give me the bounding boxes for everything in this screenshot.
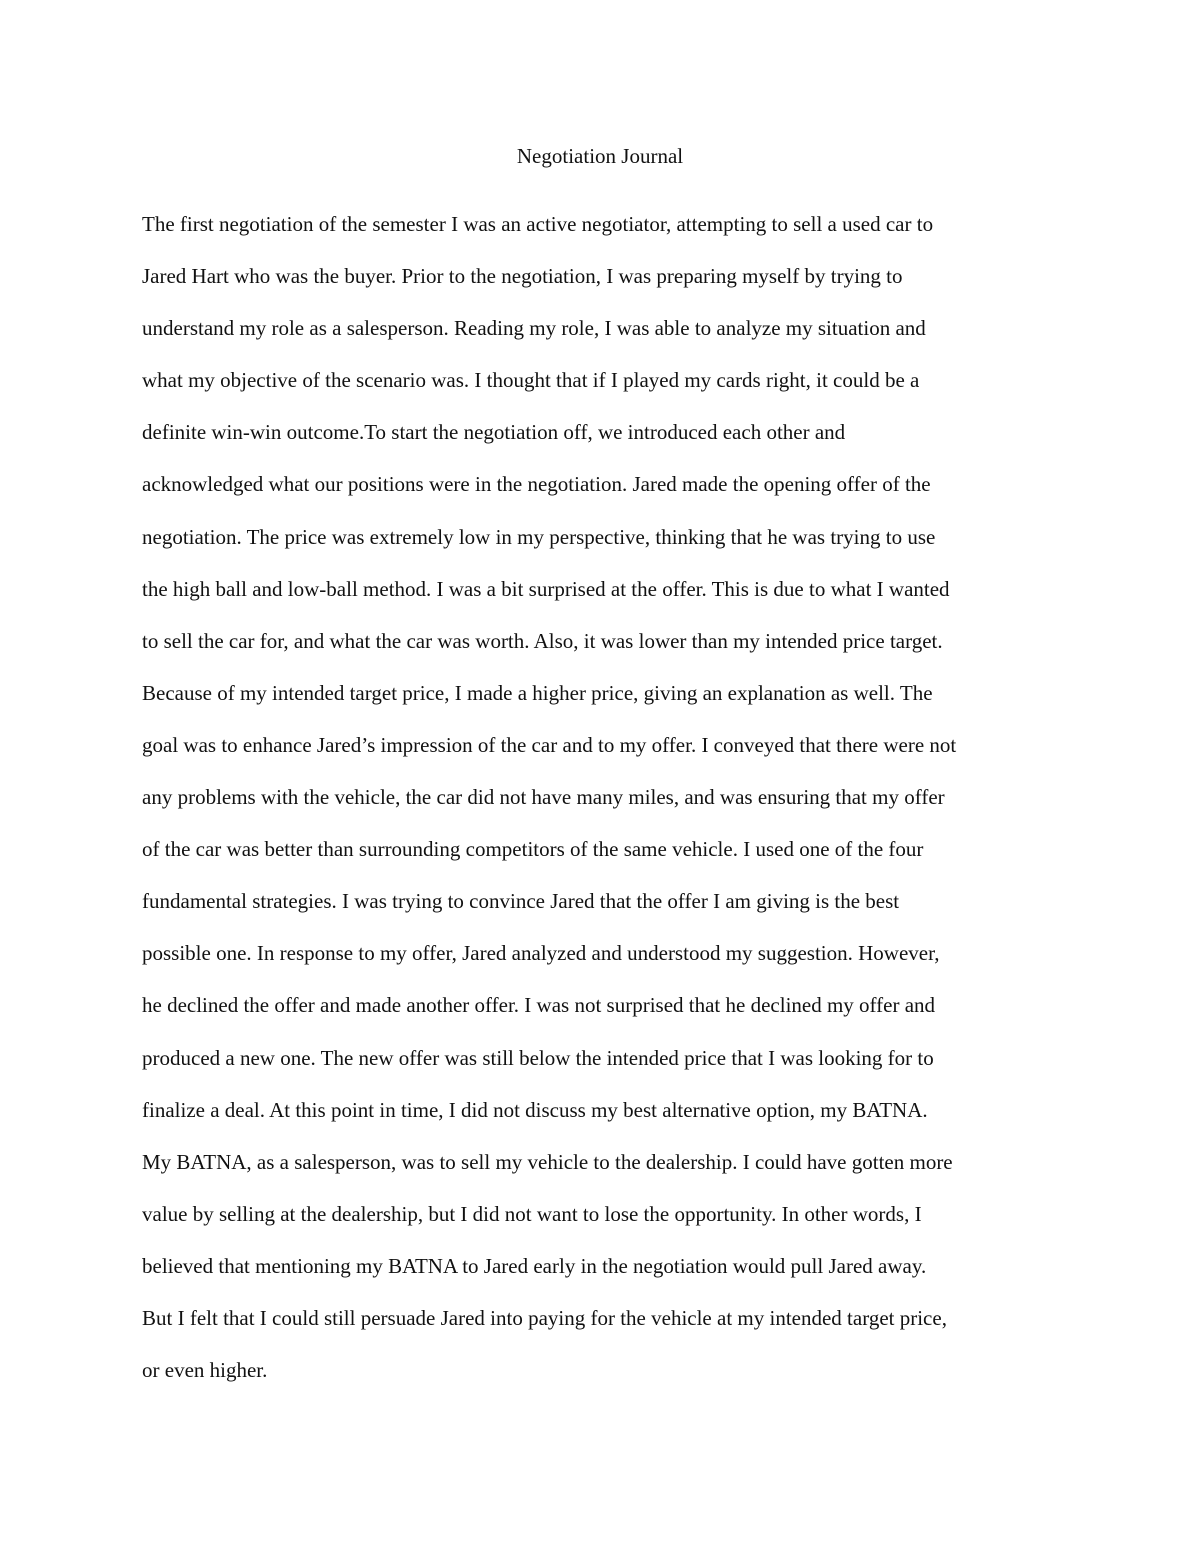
body-line: Because of my intended target price, I made a higher price, giving an explanation as well. The: [142, 680, 933, 705]
body-line: any problems with the vehicle, the car did not have many miles, and was ensuring that my offer: [142, 785, 945, 810]
body-line: or even higher.: [142, 1358, 268, 1383]
body-line: produced a new one. The new offer was still below the intended price that I was looking for to: [142, 1045, 934, 1070]
body-line: understand my role as a salesperson. Reading my role, I was able to analyze my situation and: [142, 316, 926, 341]
body-line: fundamental strategies. I was trying to convince Jared that the offer I am giving is the best: [142, 889, 900, 914]
body-line: Jared Hart who was the buyer. Prior to the negotiation, I was preparing myself by trying to: [142, 264, 903, 289]
body-line: But I felt that I could still persuade Jared into paying for the vehicle at my intended target price,: [142, 1305, 947, 1330]
body-line: value by selling at the dealership, but I did not want to lose the opportunity. In other words, I: [142, 1201, 922, 1226]
body-line: he declined the offer and made another offer. I was not surprised that he declined my offer and: [142, 993, 936, 1018]
document-body: [142, 208, 1072, 1406]
body-line: negotiation. The price was extremely low in my perspective, thinking that he was trying to use: [142, 524, 936, 549]
document-title: Negotiation Journal: [516, 144, 684, 168]
body-line: goal was to enhance Jared’s impression of the car and to my offer. I conveyed that there were not: [142, 732, 957, 757]
body-line: believed that mentioning my BATNA to Jared early in the negotiation would pull Jared away.: [142, 1253, 927, 1278]
body-line: to sell the car for, and what the car was worth. Also, it was lower than my intended price target.: [142, 628, 943, 653]
body-line: possible one. In response to my offer, Jared analyzed and understood my suggestion. However,: [142, 941, 940, 966]
body-line: acknowledged what our positions were in the negotiation. Jared made the opening offer of the: [142, 472, 931, 497]
body-line: The first negotiation of the semester I was an active negotiator, attempting to sell a used car to: [142, 212, 934, 236]
body-line: definite win-win outcome.To start the negotiation off, we introduced each other and: [142, 420, 846, 445]
body-line: My BATNA, as a salesperson, was to sell my vehicle to the dealership. I could have gotten more: [142, 1149, 953, 1174]
body-line: finalize a deal. At this point in time, I did not discuss my best alternative option, my BATNA.: [142, 1097, 928, 1122]
body-line: what my objective of the scenario was. I thought that if I played my cards right, it could be a: [142, 368, 920, 393]
body-line: the high ball and low-ball method. I was a bit surprised at the offer. This is due to what I wanted: [142, 576, 950, 601]
body-line: of the car was better than surrounding competitors of the same vehicle. I used one of the four: [142, 837, 924, 862]
